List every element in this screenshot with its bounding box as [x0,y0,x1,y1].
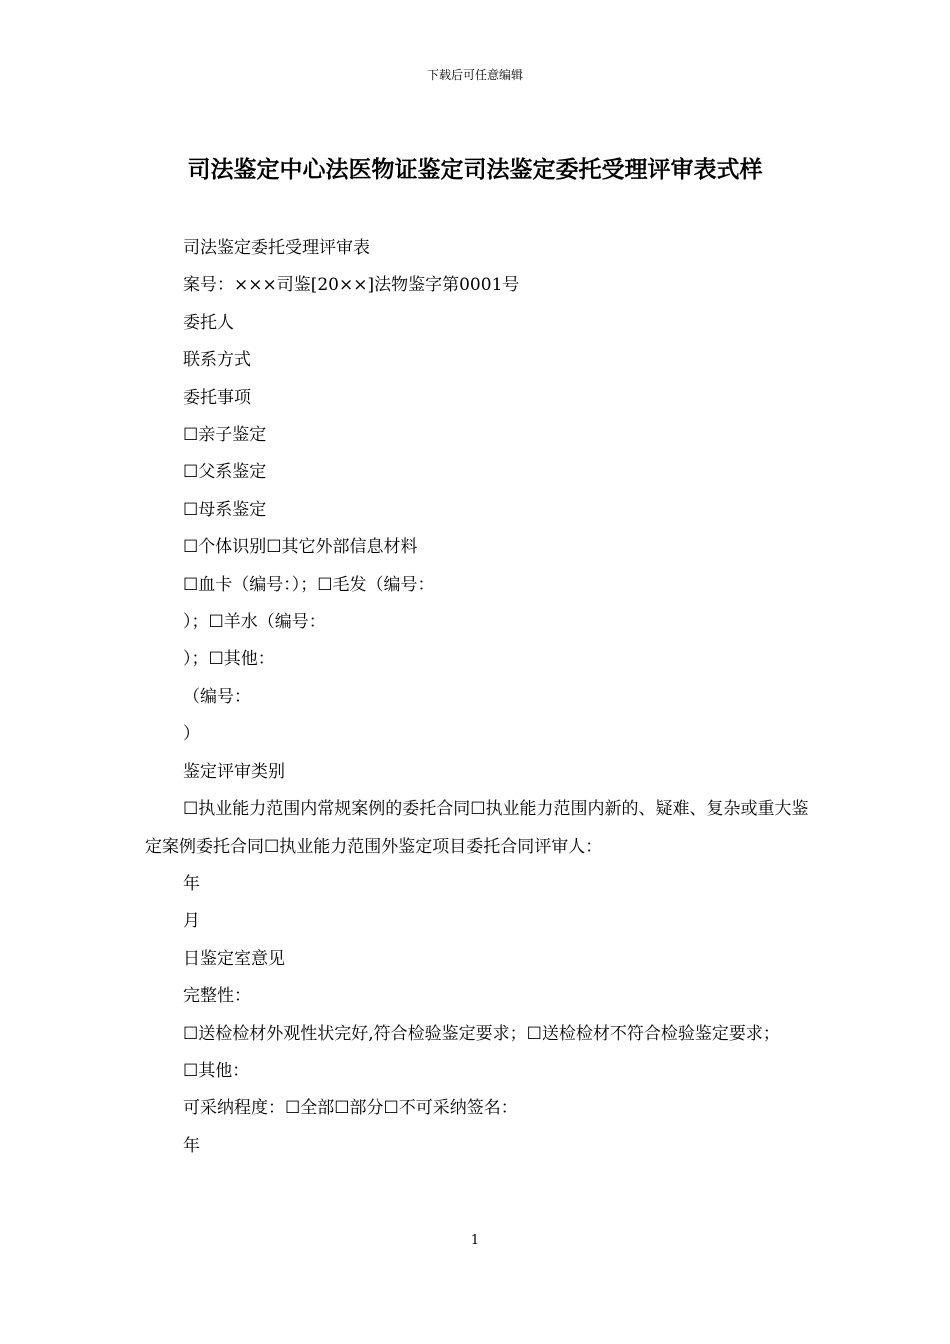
paragraph-sample-condition-options: ☐送检检材外观性状完好,符合检验鉴定要求；☐送检检材不符合检验鉴定要求； [183,1023,780,1044]
document-body [145,230,810,1165]
paragraph-closing-bracket: ） [183,724,200,745]
paragraph-month: 月 [183,911,200,932]
paragraph-paternal-line-option: ☐父系鉴定 [183,462,267,483]
page-number: 1 [470,1233,480,1248]
document-title: 司法鉴定中心法医物证鉴定司法鉴定委托受理评审表式样 [187,157,763,183]
paragraph-amniotic-option: ）；☐羊水（编号： [183,612,326,633]
paragraph-review-category-options: ☐执业能力范围内常规案例的委托合同☐执业能力范围内新的、疑难、复杂或重大鉴定案例委托合同☐执业能力范围外鉴定项目委托合同评审人： [145,799,809,857]
paragraph-contact: 联系方式 [183,350,251,371]
paragraph-form-name: 司法鉴定委托受理评审表 [183,238,370,258]
paragraph-other-condition: ☐其他： [183,1060,250,1081]
paragraph-day-lab-opinion: 日鉴定室意见 [183,948,285,969]
paragraph-integrity: 完整性： [183,986,251,1007]
paragraph-client: 委托人 [183,312,234,333]
paragraph-year-signature: 年 [183,1135,200,1156]
paragraph-serial-number: （编号： [183,686,251,707]
paragraph-maternal-line-option: ☐母系鉴定 [183,499,267,520]
paragraph-review-category: 鉴定评审类别 [183,761,285,782]
paragraph-other-option: ）；☐其他： [183,649,275,670]
paragraph-case-number: 案号：×××司鉴[20××]法物鉴字第0001号 [183,275,520,296]
paragraph-commission-items: 委托事项 [183,387,251,408]
header-note: 下载后可任意编辑 [426,68,523,82]
paragraph-acceptance-degree: 可采纳程度：☐全部☐部分☐不可采纳签名： [183,1098,518,1119]
paragraph-paternity-option: ☐亲子鉴定 [183,425,267,446]
paragraph-year: 年 [183,873,200,894]
paragraph-blood-hair-option: ☐血卡（编号：）；☐毛发（编号： [183,574,435,595]
paragraph-identification-option: ☐个体识别☐其它外部信息材料 [183,537,418,558]
